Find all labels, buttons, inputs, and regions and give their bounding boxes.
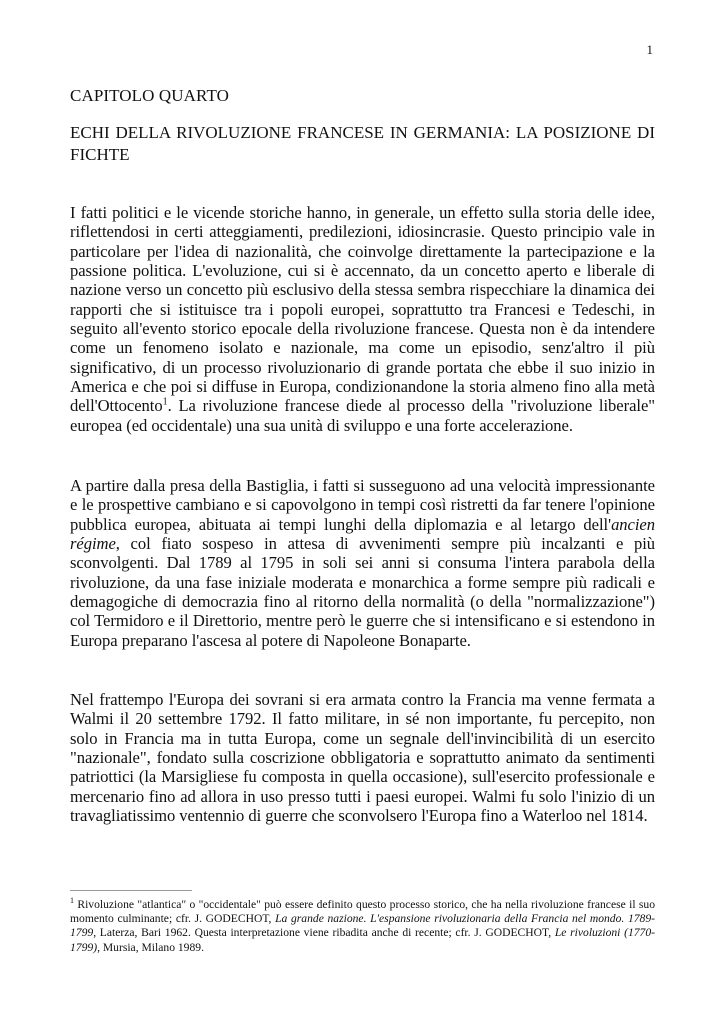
footnote-reference[interactable]: 1: [162, 396, 168, 408]
paragraph-3: Nel frattempo l'Europa dei sovrani si era armata contro la Francia ma venne fermata a Walmi il 20 settembre 1792. Il fatto militare, in sé non importante, fu percepito, non solo in Francia ma in tutta Europa, come un segnale dell'invincibilità di un esercito "nazionale", fondato sulla coscrizione obbligatoria e soprattutto animato da sentimenti patriottici (la Marsigliese fu composta in quella occasione), sull'esercito professionale e mercenario fino ad allora in uso presso tutti i paesi europei. Walmi fu solo l'inizio di un travagliatissimo ventennio di guerre che sconvolsero l'Europa fino a Waterloo nel 1814.: [70, 690, 655, 826]
chapter-heading: CAPITOLO QUARTO: [70, 86, 229, 105]
chapter-title: ECHI DELLA RIVOLUZIONE FRANCESE IN GERMANIA: LA POSIZIONE DI FICHTE: [70, 123, 655, 164]
paragraph-1-text-continued: . La rivoluzione francese diede al processo della "rivoluzione liberale" europea (ed occidentale) una sua unità di sviluppo e una forte accelerazione.: [70, 396, 655, 435]
footnote-title-1: La grande nazione. L'espansione rivoluzionaria della Francia nel mondo. 1789-1799: [70, 912, 655, 940]
footnote-number: 1: [70, 896, 74, 906]
footnote-text-2: , Laterza, Bari 1962. Questa interpretazione viene ribadita anche di recente; cfr. J. GODECHOT,: [93, 926, 555, 940]
footnote-separator: [70, 890, 192, 891]
footnote-text-3: , Mursia, Milano 1989.: [97, 940, 204, 954]
paragraph-2-italic-term: ancien régime: [70, 514, 655, 554]
paragraph-1-text: I fatti politici e le vicende storiche hanno, in generale, un effetto sulla storia delle idee, riflettendosi in certi atteggiamenti, predilezioni, idiosincrasie. Questo principio vale in particolare per l'idea di nazionalità, che coinvolge direttamente la partecipazione e la passione politica. L'evoluzione, cui si è accennato, da un concetto aperto e liberale di nazione verso un concetto più esclusivo della stessa sembra rispecchiare la dinamica dei rapporti che si istituisce tra i popoli europei, soprattutto tra Francesi e Tedeschi, in seguito all'evento storico epocale della rivoluzione francese. Questa non è da intendere come un fenomeno isolato e nazionale, ma come un episodio, senz'altro il più significativo, di un processo rivoluzionario di grande portata che ebbe il suo inizio in America e che poi si diffuse in Europa, condizionandone la storia almeno fino alla metà dell'Ottocento: [70, 203, 655, 416]
paragraph-2-text: A partire dalla presa della Bastiglia, i fatti si susseguono ad una velocità impressionante e le prospettive cambiano e si capovolgono in tempi così ristretti da far tenere l'opinione pubblica europea, abituata ai tempi lunghi della diplomazia e al letargo dell': [70, 476, 655, 534]
footnote-title-2: Le rivoluzioni (1770-1799): [70, 926, 656, 954]
paragraph-1: [70, 203, 655, 435]
paragraph-2: [70, 476, 655, 650]
paragraph-2-text-continued: , col fiato sospeso in attesa di avvenimenti sempre più incalzanti e più sconvolgenti. Dal 1789 al 1795 in soli sei anni si consuma l'intera parabola della rivoluzione, da una fase iniziale moderata e monarchica a forme sempre più radicali e demagogiche di democrazia fino al ritorno della normalità (o della "normalizzazione") col Termidoro e il Direttorio, mentre però le guerre che si intensificano e si estendono in Europa preparano l'ascesa al potere di Napoleone Bonaparte.: [70, 534, 655, 650]
footnote-text: Rivoluzione "atlantica" o "occidentale" può essere definito questo processo storico, che ha nella rivoluzione francese il suo momento culminante; cfr. J. GODECHOT,: [70, 898, 655, 926]
footnote: [70, 898, 655, 955]
page-number: 1: [646, 42, 653, 57]
